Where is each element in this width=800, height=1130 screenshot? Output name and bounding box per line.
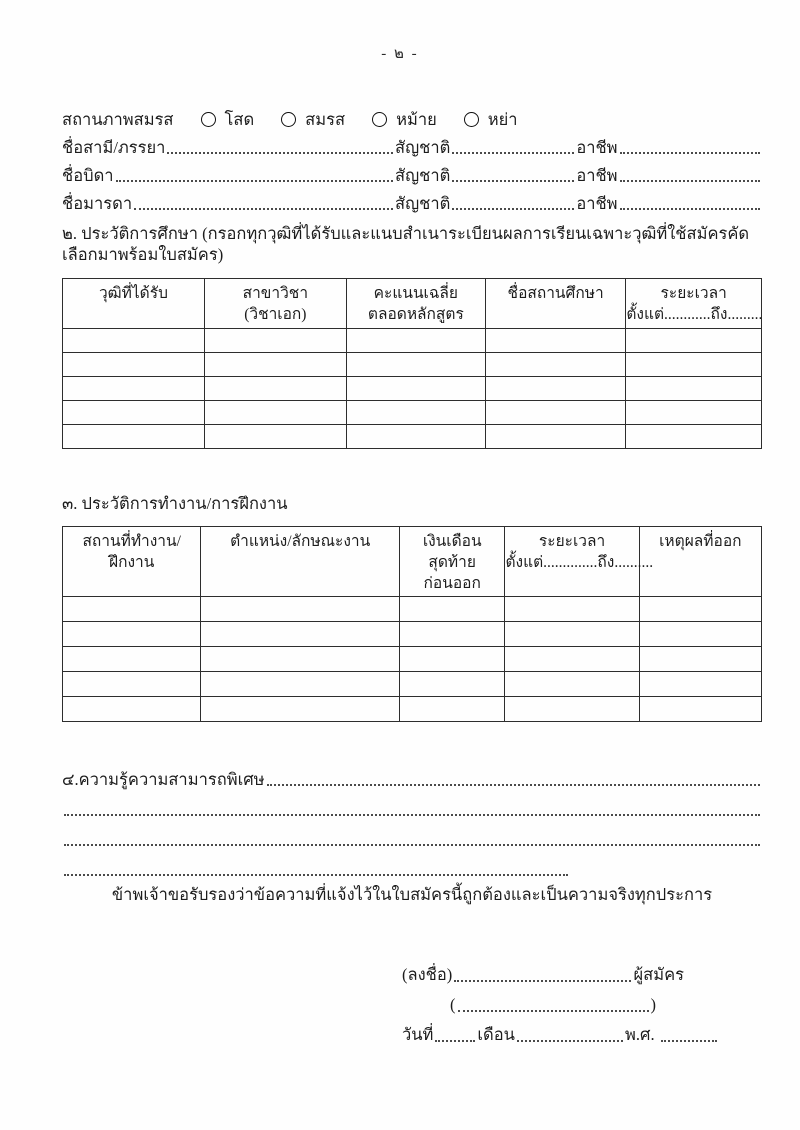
education-cell[interactable] <box>626 424 762 448</box>
nationality-label: สัญชาติ <box>395 193 451 213</box>
special-skills-label: ๔.ความรู้ความสามารถพิเศษ <box>62 769 265 789</box>
signature-field[interactable] <box>454 965 631 982</box>
work-cell[interactable] <box>639 672 761 697</box>
era-label: พ.ศ. <box>624 1025 655 1045</box>
education-row <box>63 400 762 424</box>
work-cell[interactable] <box>399 672 505 697</box>
work-col-salary: เงินเดือน สุดท้าย ก่อนออก <box>399 527 505 597</box>
marital-option-label: สมรส <box>305 109 346 129</box>
work-cell[interactable] <box>201 622 400 647</box>
special-skills-field[interactable] <box>267 770 760 787</box>
occupation-label: อาชีพ <box>576 193 618 213</box>
work-cell[interactable] <box>63 697 201 722</box>
education-cell[interactable] <box>346 424 485 448</box>
work-col-reason: เหตุผลที่ออก <box>639 527 761 597</box>
day-label: วันที่ <box>402 1025 434 1045</box>
marital-option-label: หม้าย <box>396 109 437 129</box>
work-section-heading: ๓. ประวัติการทำงาน/การฝึกงาน <box>62 493 288 513</box>
work-row <box>63 647 762 672</box>
education-cell[interactable] <box>626 400 762 424</box>
work-cell[interactable] <box>399 697 505 722</box>
occupation-label: อาชีพ <box>576 137 618 157</box>
education-cell[interactable] <box>626 352 762 376</box>
spouse-line <box>62 130 762 158</box>
education-col-gpa: คะแนนเฉลี่ย ตลอดหลักสูตร <box>346 278 485 328</box>
work-cell[interactable] <box>505 622 639 647</box>
marital-option-married[interactable] <box>281 109 345 130</box>
father-occupation-field[interactable] <box>620 165 760 182</box>
occupation-label: อาชีพ <box>576 165 618 185</box>
father-nationality-field[interactable] <box>452 165 574 182</box>
work-cell[interactable] <box>399 647 505 672</box>
radio-button-icon[interactable] <box>372 112 387 127</box>
work-col-position: ตำแหน่ง/ลักษณะงาน <box>201 527 400 597</box>
special-skills-line <box>62 760 762 790</box>
education-cell[interactable] <box>63 328 205 352</box>
mother-line <box>62 186 762 214</box>
work-cell[interactable] <box>63 622 201 647</box>
education-cell[interactable] <box>485 424 625 448</box>
work-cell[interactable] <box>639 622 761 647</box>
sign-label: (ลงชื่อ) <box>402 965 453 985</box>
spouse-name-label: ชื่อสามี/ภรรยา <box>62 137 166 157</box>
nationality-label: สัญชาติ <box>395 165 451 185</box>
work-cell[interactable] <box>639 597 761 622</box>
marital-option-widowed[interactable] <box>372 109 437 130</box>
education-cell[interactable] <box>346 376 485 400</box>
education-cell[interactable] <box>626 328 762 352</box>
spouse-name-field[interactable] <box>167 137 393 154</box>
work-col-duration: ระยะเวลา ตั้งแต่..............ถึง.......... <box>505 527 639 597</box>
spouse-occupation-field[interactable] <box>620 137 760 154</box>
education-cell[interactable] <box>63 424 205 448</box>
applicant-label: ผู้สมัคร <box>633 965 684 985</box>
nationality-label: สัญชาติ <box>395 137 451 157</box>
education-col-degree: วุฒิที่ได้รับ <box>63 278 205 328</box>
education-cell[interactable] <box>204 328 346 352</box>
education-row <box>63 328 762 352</box>
radio-button-icon[interactable] <box>281 112 296 127</box>
work-row <box>63 597 762 622</box>
education-cell[interactable] <box>204 400 346 424</box>
work-cell[interactable] <box>63 597 201 622</box>
year-field[interactable] <box>661 1025 717 1042</box>
marital-status-label: สถานภาพสมรส <box>62 109 174 129</box>
signature-block <box>402 956 684 1046</box>
signature-name-field[interactable] <box>458 995 649 1012</box>
mother-nationality-field[interactable] <box>452 193 574 210</box>
signature-date-line <box>402 1016 684 1046</box>
signature-line <box>402 956 684 986</box>
work-cell[interactable] <box>399 622 505 647</box>
radio-button-icon[interactable] <box>464 112 479 127</box>
work-cell[interactable] <box>63 672 201 697</box>
paren-open: ( <box>450 995 456 1015</box>
work-header-row <box>63 527 762 597</box>
education-col-duration: ระยะเวลา ตั้งแต่............ถึง......... <box>626 278 762 328</box>
special-skills-blank-line <box>62 790 762 820</box>
marital-status-row <box>62 109 762 130</box>
education-cell[interactable] <box>346 400 485 424</box>
father-name-label: ชื่อบิดา <box>62 165 114 185</box>
work-cell[interactable] <box>201 647 400 672</box>
work-table <box>62 526 762 722</box>
education-cell[interactable] <box>63 376 205 400</box>
education-cell[interactable] <box>63 400 205 424</box>
work-row <box>63 697 762 722</box>
special-skills-blank-line <box>62 820 762 850</box>
marital-option-single[interactable] <box>201 109 255 130</box>
father-line <box>62 158 762 186</box>
education-cell[interactable] <box>204 376 346 400</box>
paren-close: ) <box>650 995 656 1015</box>
signature-name-line <box>402 986 684 1016</box>
education-cell[interactable] <box>485 400 625 424</box>
work-cell[interactable] <box>505 697 639 722</box>
marital-option-label: หย่า <box>487 109 518 129</box>
education-cell[interactable] <box>346 352 485 376</box>
mother-occupation-field[interactable] <box>620 193 760 210</box>
work-cell[interactable] <box>639 647 761 672</box>
education-cell[interactable] <box>485 352 625 376</box>
month-field[interactable] <box>517 1025 623 1042</box>
education-cell[interactable] <box>485 376 625 400</box>
work-cell[interactable] <box>505 597 639 622</box>
education-cell[interactable] <box>626 376 762 400</box>
work-cell[interactable] <box>201 672 400 697</box>
education-cell[interactable] <box>63 352 205 376</box>
education-header-row <box>63 278 762 328</box>
work-row <box>63 622 762 647</box>
month-label: เดือน <box>477 1025 515 1045</box>
special-skills-field[interactable] <box>64 800 760 816</box>
work-cell[interactable] <box>63 647 201 672</box>
work-cell[interactable] <box>201 597 400 622</box>
work-cell[interactable] <box>399 597 505 622</box>
education-row <box>63 352 762 376</box>
mother-name-label: ชื่อมารดา <box>62 193 133 213</box>
work-cell[interactable] <box>639 697 761 722</box>
education-row <box>63 376 762 400</box>
education-row <box>63 424 762 448</box>
education-cell[interactable] <box>485 328 625 352</box>
marital-option-label: โสด <box>224 109 255 129</box>
spouse-nationality-field[interactable] <box>452 137 574 154</box>
education-section-heading: ๒. ประวัติการศึกษา (กรอกทุกวุฒิที่ได้รับและแนบสำเนาระเบียนผลการเรียนเฉพาะวุฒิที่ใช้สมัครคัดเลือกมาพร้อมใบสมัคร) <box>62 223 750 265</box>
special-skills-field[interactable] <box>64 830 760 846</box>
education-cell[interactable] <box>204 424 346 448</box>
education-cell[interactable] <box>346 328 485 352</box>
mother-name-field[interactable] <box>134 193 393 210</box>
work-cell[interactable] <box>505 647 639 672</box>
radio-button-icon[interactable] <box>201 112 216 127</box>
work-col-workplace: สถานที่ทำงาน/ ฝึกงาน <box>63 527 201 597</box>
education-col-major: สาขาวิชา (วิชาเอก) <box>204 278 346 328</box>
certification-statement: ข้าพเจ้าขอรับรองว่าข้อความที่แจ้งไว้ในใบสมัครนี้ถูกต้องและเป็นความจริงทุกประการ <box>111 885 713 905</box>
work-cell[interactable] <box>505 672 639 697</box>
day-field[interactable] <box>435 1025 475 1042</box>
education-cell[interactable] <box>204 352 346 376</box>
education-col-institution: ชื่อสถานศึกษา <box>485 278 625 328</box>
work-row <box>63 672 762 697</box>
special-skills-field[interactable] <box>64 860 568 876</box>
work-cell[interactable] <box>201 697 400 722</box>
special-skills-blank-line <box>62 850 762 880</box>
page-number: - ๒ - <box>381 46 419 62</box>
marital-option-divorced[interactable] <box>464 109 518 130</box>
father-name-field[interactable] <box>116 165 393 182</box>
education-table <box>62 278 762 449</box>
